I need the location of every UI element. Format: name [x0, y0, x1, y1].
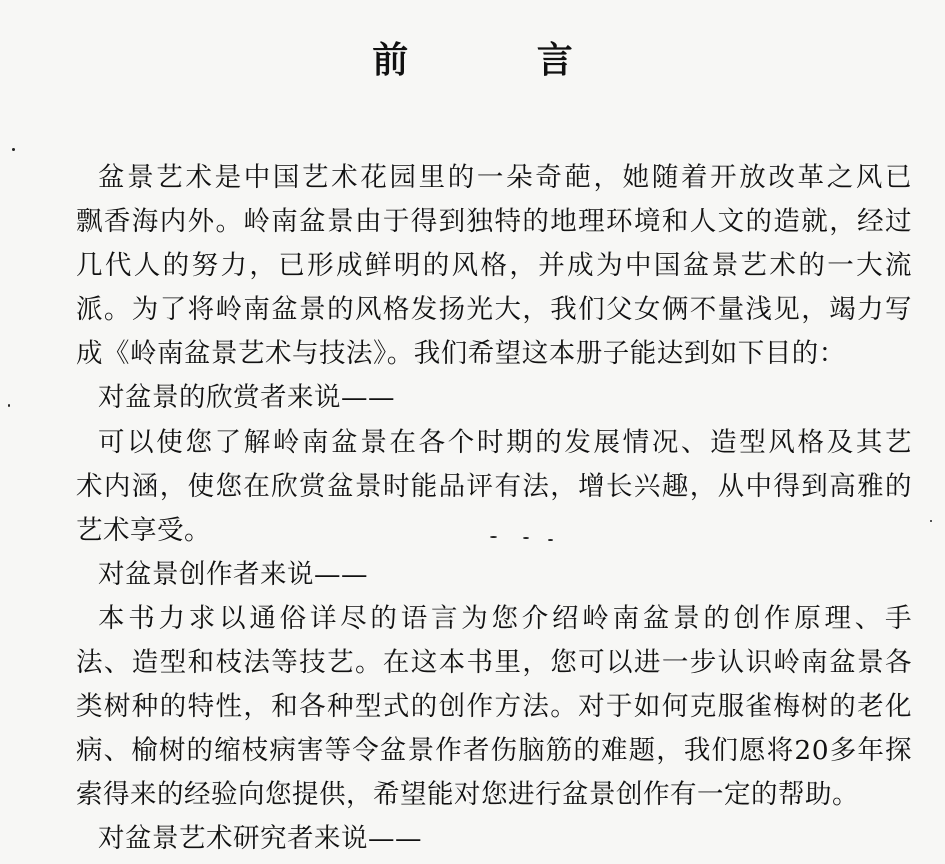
text-line: 盆景艺术是中国艺术花园里的一朵奇葩，她随着开放改革之风已	[98, 162, 912, 193]
text-line: 几代人的努力，已形成鲜明的风格，并成为中国盆景艺术的一大流	[76, 250, 912, 282]
section-heading-creator: 对盆景创作者来说——	[98, 558, 368, 590]
preface-body	[76, 156, 912, 862]
page-title: 前 言	[372, 39, 631, 81]
text-line: 艺术享受。	[76, 514, 211, 546]
text-line: 可以使您了解岭南盆景在各个时期的发展情况、造型风格及其艺	[98, 426, 912, 458]
text-line: 派。为了将岭南盆景的风格发扬光大，我们父女俩不量浅见，竭力写	[76, 294, 912, 326]
text-line: 法、造型和枝法等技艺。在这本书里，您可以进一步认识岭南盆景各	[76, 647, 912, 679]
section-heading-researcher: 对盆景艺术研究者来说——	[98, 823, 422, 855]
text-line: 索得来的经验向您提供，希望能对您进行盆景创作有一定的帮助。	[76, 779, 859, 811]
text-line: 飘香海内外。岭南盆景由于得到独特的地理环境和人文的造就，经过	[76, 206, 912, 238]
text-line: 成《岭南盆景艺术与技法》。我们希望这本册子能达到如下目的：	[76, 338, 846, 370]
text-line: 病、榆树的缩枝病害等令盆景作者伤脑筋的难题，我们愿将20多年探	[76, 735, 912, 767]
text-line: 术内涵，使您在欣赏盆景时能品评有法，增长兴趣，从中得到高雅的	[76, 470, 912, 502]
text-line: 类树种的特性，和各种型式的创作方法。对于如何克服雀梅树的老化	[76, 691, 912, 723]
section-heading-appreciator: 对盆景的欣赏者来说——	[98, 382, 395, 414]
text-line: 本书力求以通俗详尽的语言为您介绍岭南盆景的创作原理、手	[98, 602, 912, 634]
